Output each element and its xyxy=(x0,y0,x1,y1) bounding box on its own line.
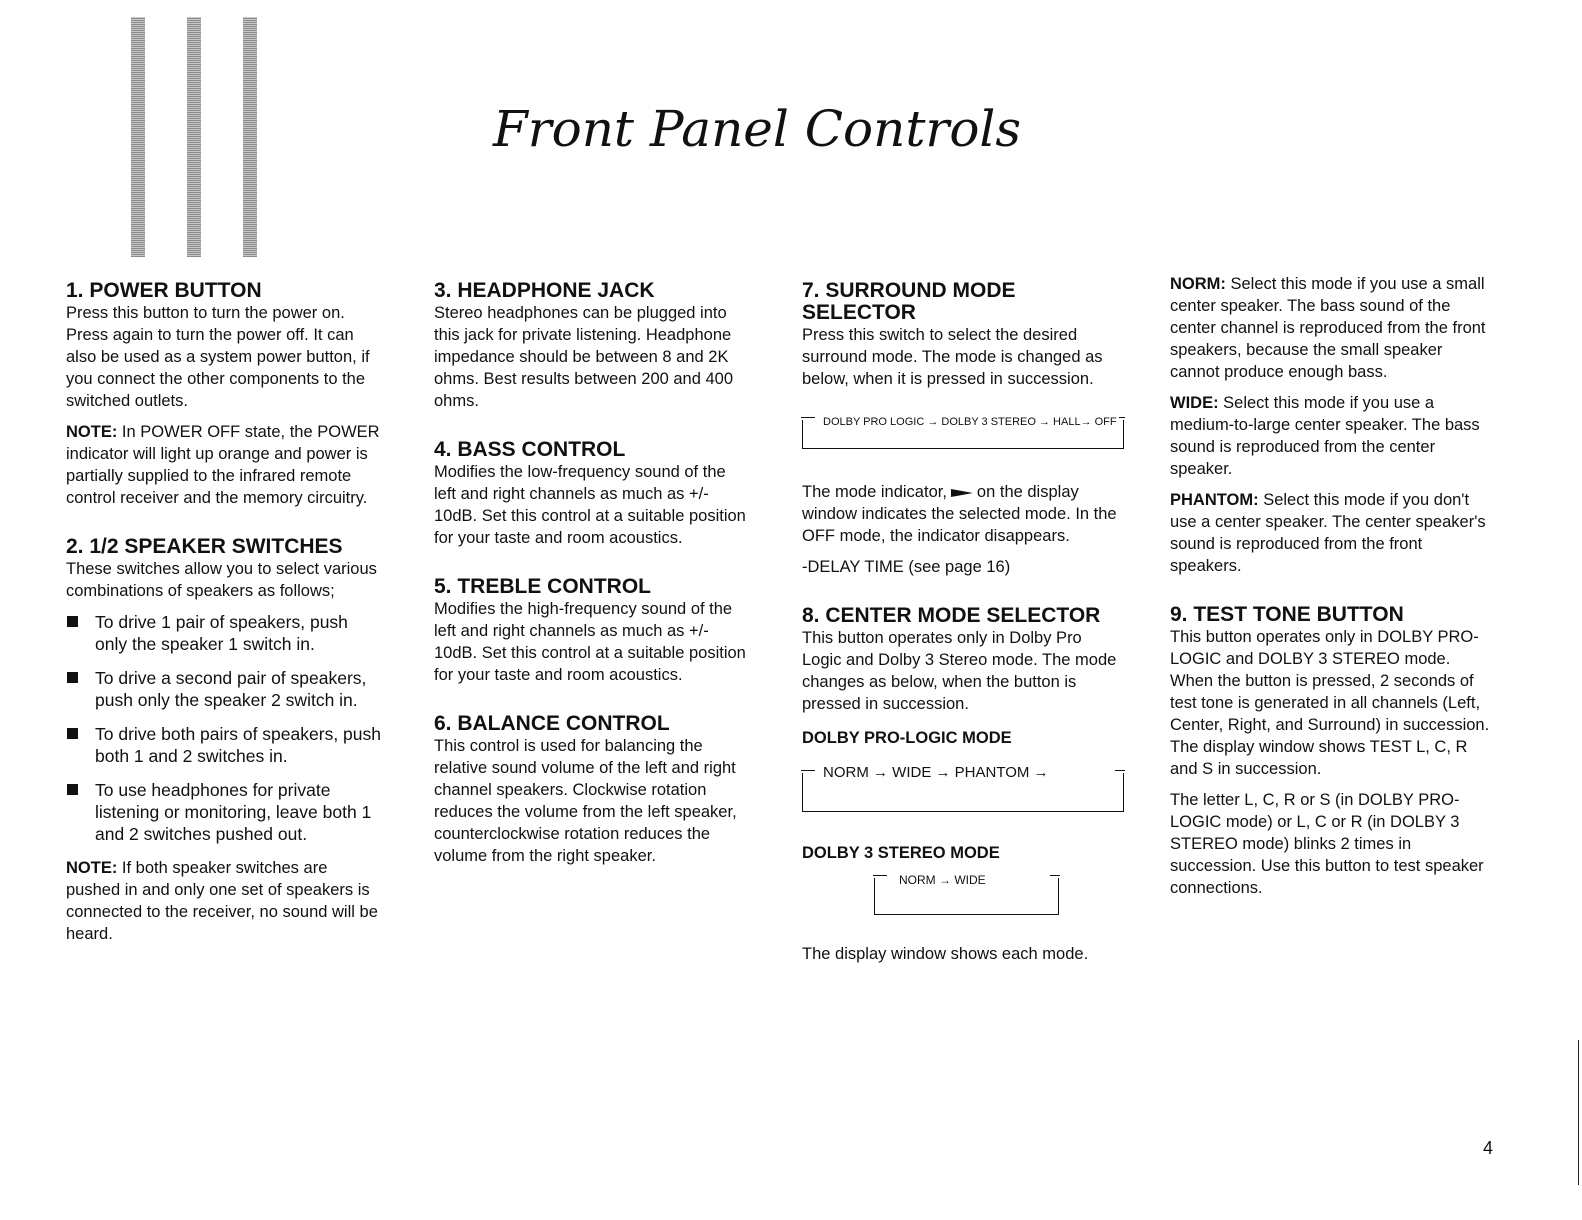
page-title: Front Panel Controls xyxy=(493,100,1022,158)
center-mode-text: This button operates only in Dolby Pro Logic and Dolby 3 Stereo mode. The mode changes as below, when the button is pressed in succession. xyxy=(802,629,1117,713)
phantom-label: PHANTOM: xyxy=(1170,491,1259,509)
test-tone-heading: 9. TEST TONE BUTTON xyxy=(1170,603,1404,626)
phantom-description: PHANTOM: Select this mode if you don't use a center speaker. The center speaker's sound is reproduced from the front speakers. xyxy=(1170,491,1486,575)
column-3 xyxy=(802,280,1124,974)
surround-flow-text: DOLBY PRO LOGIC → DOLBY 3 STEREO → HALL→ OFF xyxy=(821,411,1119,433)
bass-control-text: Modifies the low-frequency sound of the left and right channels as much as +/- 10dB. Set this control at a suitable position for your taste and room acoustics. xyxy=(434,463,746,547)
test-tone-text-2: The letter L, C, R or S (in DOLBY PRO-LOGIC mode) or L, C or R (in DOLBY 3 STEREO mode) blinks 2 times in succession. Use this button to test speaker connections. xyxy=(1170,791,1484,897)
pro-logic-flow-diagram xyxy=(802,764,1124,812)
note-text: If both speaker switches are pushed in and only one set of speakers is connected to the receiver, no sound will be heard. xyxy=(66,859,378,943)
note-label: NOTE: xyxy=(66,859,118,877)
wide-label: WIDE: xyxy=(1170,394,1219,412)
test-tone-text: This button operates only in DOLBY PRO-LOGIC and DOLBY 3 STEREO mode. When the button is pressed, 2 seconds of test tone is generated in all channels (Left, Center, Right, and Surround) in succession. The display window shows TEST L, C, R and S in succession. xyxy=(1170,628,1490,778)
treble-control-heading: 5. TREBLE CONTROL xyxy=(434,575,652,598)
three-stereo-flow-diagram xyxy=(874,873,1059,915)
balance-control-text: This control is used for balancing the relative sound volume of the left and right channel speakers. Clockwise rotation reduces the volume from the left speaker, counterclockwise rotation reduces the volume from the right speaker. xyxy=(434,737,737,865)
flow-start-line xyxy=(873,875,887,876)
decorative-bar-2 xyxy=(187,17,201,257)
flow-end-line xyxy=(1050,875,1060,876)
display-window-text: The display window shows each mode. xyxy=(802,945,1089,963)
list-item: To drive 1 pair of speakers, push only the speaker 1 switch in. xyxy=(66,611,384,655)
note-text: In POWER OFF state, the POWER indicator will light up orange and power is partially supplied to the infrared remote control receiver and the memory circuitry. xyxy=(66,423,380,507)
list-item: To drive a second pair of speakers, push only the speaker 2 switch in. xyxy=(66,667,384,711)
surround-mode-text: Press this switch to select the desired surround mode. The mode is changed as below, when it is pressed in succession. xyxy=(802,326,1103,388)
pro-logic-flow-text: NORM → WIDE → PHANTOM → xyxy=(821,762,1051,784)
balance-control-heading: 6. BALANCE CONTROL xyxy=(434,712,670,735)
bullet-square-icon xyxy=(67,616,78,627)
speaker-note xyxy=(66,857,384,945)
wide-description: WIDE: Select this mode if you use a medium-to-large center speaker. The bass sound is reproduced from the center speaker. xyxy=(1170,394,1480,478)
note-label: NOTE: xyxy=(66,423,118,441)
flow-start-line xyxy=(801,417,815,418)
page-number: 4 xyxy=(1483,1138,1494,1158)
delay-time-text: -DELAY TIME (see page 16) xyxy=(802,558,1011,576)
bullet-square-icon xyxy=(67,728,78,739)
speaker-bullet-list xyxy=(66,611,384,845)
dolby-pro-logic-mode-label: DOLBY PRO-LOGIC MODE xyxy=(802,729,1012,747)
mode-indicator-text: The mode indicator, on the display window indicates the selected mode. In the OFF mode, the indicator disappears. xyxy=(802,483,1117,545)
flow-start-line xyxy=(801,770,815,771)
surround-mode-flow-diagram xyxy=(802,416,1124,449)
list-item: To use headphones for private listening or monitoring, leave both 1 and 2 switches pushed out. xyxy=(66,779,384,845)
power-button-text: Press this button to turn the power on. Press again to turn the power off. It can also be used as a system power button, if you connect the other components to the switched outlets. xyxy=(66,304,370,410)
column-2 xyxy=(434,280,752,876)
treble-control-text: Modifies the high-frequency sound of the left and right channels as much as +/- 10dB. Set this control at a suitable position for your taste and room acoustics. xyxy=(434,600,746,684)
surround-mode-heading: 7. SURROUND MODE SELECTOR xyxy=(802,279,1016,324)
page-edge-line xyxy=(1578,1040,1579,1185)
flow-end-line xyxy=(1115,770,1125,771)
dolby-3-stereo-mode-label: DOLBY 3 STEREO MODE xyxy=(802,844,1000,862)
headphone-jack-text: Stereo headphones can be plugged into this jack for private listening. Headphone impedance should be between 8 and 2K ohms. Best results between 200 and 400 ohms. xyxy=(434,304,734,410)
bullet-square-icon xyxy=(67,672,78,683)
decorative-bar-1 xyxy=(131,17,145,257)
power-note xyxy=(66,421,384,509)
three-stereo-flow-text: NORM → WIDE xyxy=(897,869,988,891)
bass-control-heading: 4. BASS CONTROL xyxy=(434,438,626,461)
decorative-bar-3 xyxy=(243,17,257,257)
mode-indicator-icon xyxy=(951,489,973,497)
center-mode-heading: 8. CENTER MODE SELECTOR xyxy=(802,604,1101,627)
list-item: To drive both pairs of speakers, push both 1 and 2 switches in. xyxy=(66,723,384,767)
power-button-heading: 1. POWER BUTTON xyxy=(66,279,262,302)
headphone-jack-heading: 3. HEADPHONE JACK xyxy=(434,279,655,302)
speaker-switches-text: These switches allow you to select various combinations of speakers as follows; xyxy=(66,560,377,600)
column-4 xyxy=(1170,273,1492,908)
norm-description: NORM: Select this mode if you use a small center speaker. The bass sound of the center channel is reproduced from the front speakers, because the small speaker cannot produce enough bass. xyxy=(1170,275,1486,381)
column-1 xyxy=(66,280,384,954)
speaker-switches-heading: 2. 1/2 SPEAKER SWITCHES xyxy=(66,535,343,558)
bullet-square-icon xyxy=(67,784,78,795)
norm-label: NORM: xyxy=(1170,275,1226,293)
